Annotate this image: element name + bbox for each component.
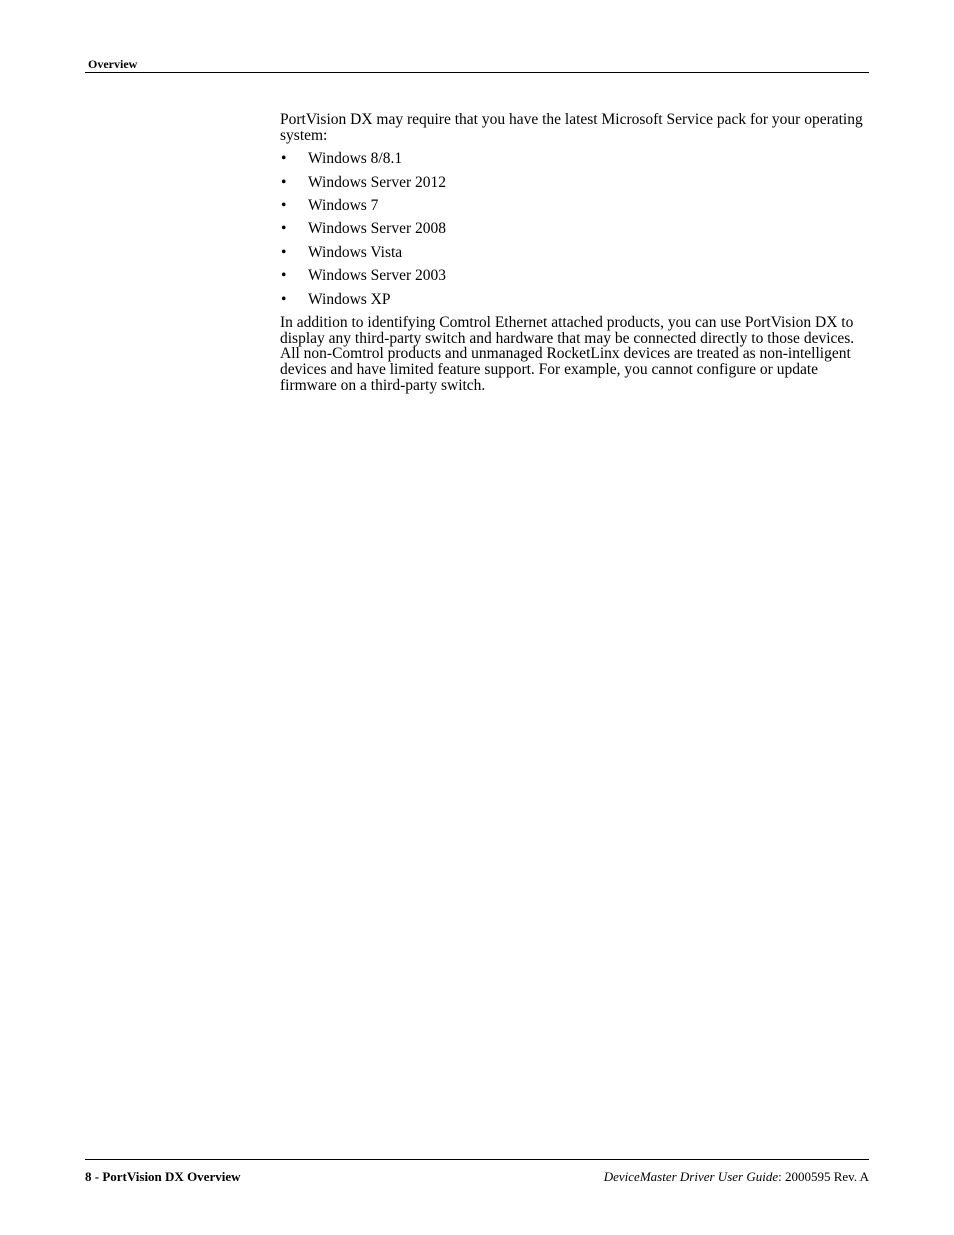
list-item [280,221,872,244]
list-item-text: Windows 8/8.1 [308,150,403,168]
document-footer [604,1169,869,1185]
list-item-text: Windows Server 2003 [308,267,446,285]
os-list [280,151,872,307]
intro-paragraph: PortVision DX may require that you have the latest Microsoft Service pack for your operating system: [280,111,863,144]
bullet-icon: • [281,196,287,214]
guide-title: DeviceMaster Driver User Guide [603,1169,779,1184]
list-item [280,198,872,221]
bullet-icon: • [281,243,287,261]
list-item [280,175,872,198]
list-item [280,151,872,174]
list-item-text: Windows Server 2012 [308,173,446,191]
body-paragraph: In addition to identifying Comtrol Ethernet attached products, you can use PortVision DX to display any third-party switch and hardware that may be connected directly to those devices. All non-Comtrol products and unmanaged RocketLinx devices are treated as non-intelligent devices and have limited feature support. For example, you cannot configure or update firmware on a third-party switch. [280,314,855,394]
running-header: Overview [88,57,138,71]
list-item-text: Windows Vista [308,243,403,261]
list-item-text: Windows XP [308,290,391,308]
page-number-footer: 8 - PortVision DX Overview [85,1169,241,1184]
list-item-text: Windows 7 [308,196,379,214]
list-item [280,292,872,308]
footer-divider [85,1159,869,1160]
header-divider [85,72,869,73]
list-item-text: Windows Server 2008 [308,220,446,238]
bullet-icon: • [281,267,287,285]
bullet-icon: • [281,220,287,238]
bullet-icon: • [281,173,287,191]
page-content [280,112,872,393]
bullet-icon: • [281,290,287,308]
list-item [280,268,872,291]
bullet-icon: • [281,150,287,168]
list-item [280,245,872,268]
doc-number: : 2000595 Rev. A [778,1169,869,1184]
